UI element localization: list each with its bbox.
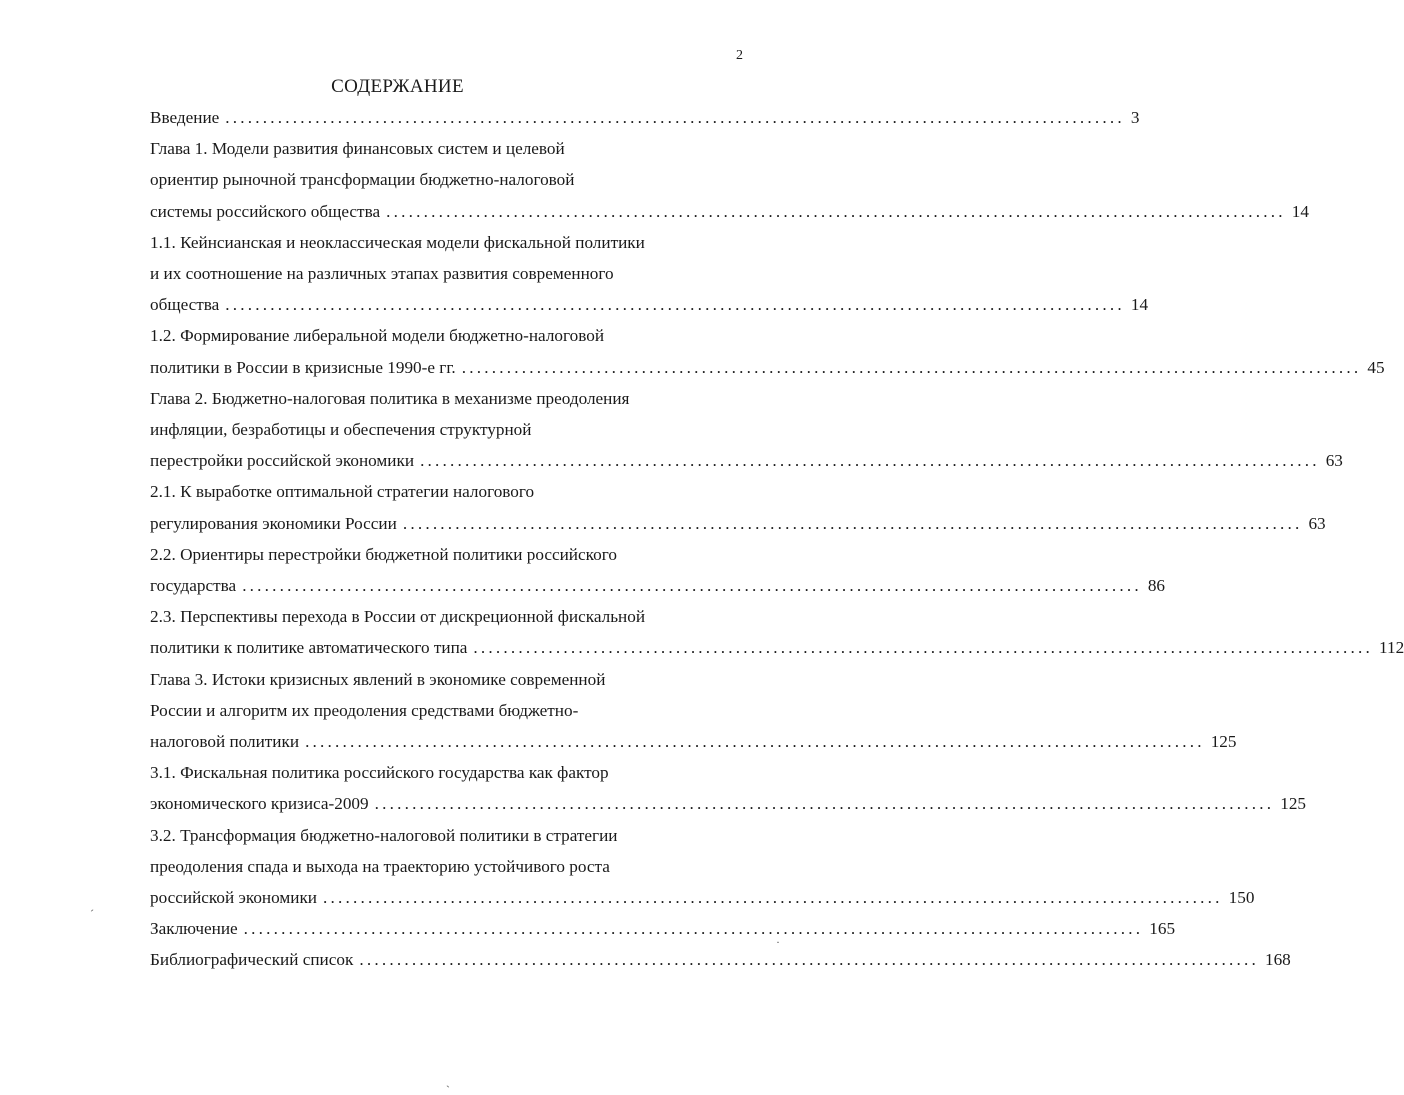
toc-entry-line: России и алгоритм их преодоления средствами бюджетно-	[150, 700, 579, 720]
toc-entry-title: российской экономики	[150, 888, 317, 907]
toc-entry-line: Глава 3. Истоки кризисных явлений в экономике современной	[150, 669, 606, 689]
toc-page-number: 165	[1149, 919, 1176, 939]
toc-page-number: 150	[1228, 888, 1255, 907]
toc-entry-title: перестройки российской экономики	[150, 451, 415, 471]
toc-page-number: 45	[1367, 357, 1385, 377]
toc-entry-title: политики к политике автоматического типа	[150, 638, 468, 658]
toc-entry-line: Глава 2. Бюджетно-налоговая политика в механизме преодоления	[150, 388, 630, 408]
toc-entry-line: Глава 1. Модели развития финансовых систем и целевой	[150, 139, 565, 159]
dot-leader: ........................................................................................................................	[461, 357, 1362, 377]
toc-page-number: 86	[1147, 576, 1165, 595]
toc-entry[interactable]	[150, 794, 1306, 814]
toc-entry[interactable]	[150, 888, 1255, 908]
toc-entry[interactable]	[150, 451, 1343, 471]
toc-entry-line: 2.1. К выработке оптимальной стратегии налогового	[150, 482, 535, 502]
toc-entry-line: 3.2. Трансформация бюджетно-налоговой политики в стратегии	[150, 825, 618, 845]
toc-entry-line: 3.1. Фискальная политика российского государства как фактор	[150, 763, 609, 783]
toc-entry-title: регулирования экономики России	[150, 513, 397, 533]
toc-entry-line: и их соотношение на различных этапах развития современного	[150, 264, 614, 283]
dot-leader: ........................................................................................................................	[473, 638, 1374, 658]
toc-entry-line: инфляции, безработицы и обеспечения структурной	[150, 420, 532, 439]
dot-leader: ........................................................................................................................	[225, 108, 1125, 127]
toc-page-number: 63	[1325, 451, 1343, 471]
toc-entry-title: экономического кризиса-2009	[150, 794, 369, 814]
dot-leader: ........................................................................................................................	[402, 513, 1303, 533]
toc-entry-title: Библиографический список	[150, 950, 354, 970]
dot-leader: ........................................................................................................................	[243, 919, 1144, 939]
toc-entry[interactable]	[150, 201, 1309, 222]
toc-page-number: 3	[1130, 108, 1140, 127]
toc-entry[interactable]	[150, 950, 1291, 970]
scan-mark: ˏ	[446, 1074, 450, 1088]
dot-leader: ........................................................................................................................	[386, 201, 1286, 221]
toc-entry-title: политики в России в кризисные 1990-е гг.	[150, 357, 456, 377]
toc-entry[interactable]	[150, 513, 1326, 534]
page-number: 2	[736, 48, 743, 63]
dot-leader: ........................................................................................................................	[359, 950, 1259, 970]
toc-page-number: 63	[1308, 513, 1326, 533]
toc-page-number: 125	[1280, 794, 1306, 814]
toc-entry[interactable]	[150, 919, 1176, 939]
toc-page-number: 168	[1264, 950, 1291, 970]
toc-entry-title: системы российского общества	[150, 201, 381, 221]
toc-page-number: 112	[1379, 638, 1404, 658]
toc-entry-line: 2.3. Перспективы перехода в России от дискреционной фискальной	[150, 607, 646, 627]
toc-entry[interactable]	[150, 576, 1165, 596]
toc-entry[interactable]	[150, 638, 1404, 658]
toc-entry[interactable]	[150, 357, 1385, 378]
dot-leader: ........................................................................................................................	[374, 794, 1275, 814]
toc-entry[interactable]	[150, 108, 1140, 128]
toc-page-number: 14	[1291, 201, 1309, 221]
scan-mark: ·	[776, 935, 780, 949]
toc-entry-line: 1.1. Кейнсианская и неоклассическая модели фискальной политики	[150, 232, 645, 252]
toc-entry-title: государства	[150, 576, 237, 595]
toc-page-number: 14	[1130, 295, 1149, 315]
toc-entry-title: налоговой политики	[150, 732, 300, 751]
toc-entry-title: Введение	[150, 108, 220, 127]
scan-mark: ˊ	[90, 907, 94, 921]
toc-entry[interactable]	[150, 295, 1149, 315]
toc-entry-title: Заключение	[150, 919, 238, 939]
toc-entry-line: ориентир рыночной трансформации бюджетно-налоговой	[150, 170, 575, 190]
toc-entry-title: общества	[150, 295, 220, 315]
toc-entry-line: 2.2. Ориентиры перестройки бюджетной политики российского	[150, 544, 617, 564]
dot-leader: ........................................................................................................................	[225, 295, 1125, 315]
toc-entry-line: 1.2. Формирование либеральной модели бюджетно-налоговой	[150, 326, 605, 346]
dot-leader: ........................................................................................................................	[242, 576, 1142, 595]
toc-page-number: 125	[1210, 732, 1237, 751]
dot-leader: ........................................................................................................................	[323, 888, 1223, 907]
page-title: СОДЕРЖАНИЕ	[331, 76, 464, 97]
dot-leader: ........................................................................................................................	[420, 451, 1320, 471]
toc-entry[interactable]	[150, 732, 1237, 752]
dot-leader: ........................................................................................................................	[305, 732, 1205, 751]
toc-entry-line: преодоления спада и выхода на траекторию устойчивого роста	[150, 856, 610, 876]
